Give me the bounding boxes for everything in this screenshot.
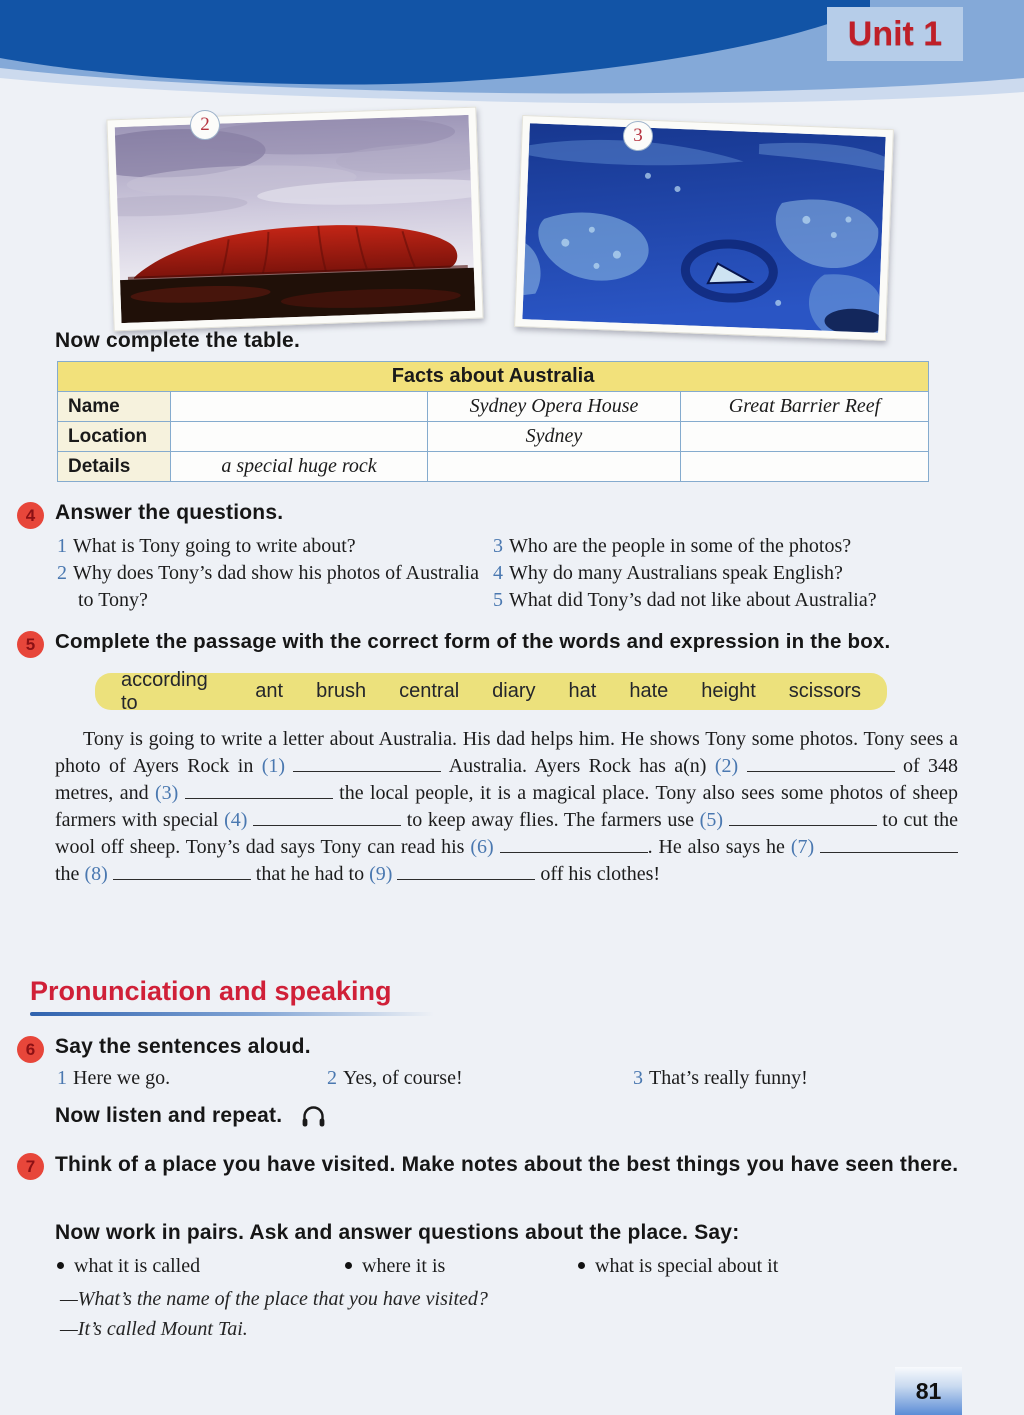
cell-name-2: Sydney Opera House (428, 392, 681, 422)
page-number-label: 81 (915, 1377, 942, 1404)
bullet-3-text: what is special about it (595, 1255, 779, 1277)
word-box-item: diary (492, 680, 536, 702)
listen-and-repeat (55, 1103, 327, 1128)
exercise-4-title: Answer the questions. (55, 501, 284, 524)
sentence-1 (57, 1067, 170, 1090)
table-row (58, 392, 929, 422)
blank-line-3 (185, 784, 333, 799)
blank-line-8 (113, 865, 251, 880)
word-box (95, 668, 887, 714)
blank-marker-3: (3) (155, 782, 179, 804)
word-box-item: hat (568, 680, 597, 702)
passage-text: Australia. Ayers Rock has a(n) (441, 755, 715, 777)
word-box-item: central (399, 680, 460, 702)
word-box-item: ant (255, 680, 284, 702)
exercise-5-title: Complete the passage with the correct form of the words and expression in the box. (55, 630, 891, 653)
question-2-text: Why does Tony’s dad show his photos of Australia to Tony? (73, 562, 479, 611)
passage-text: the (55, 863, 85, 885)
question-5-text: What did Tony’s dad not like about Australia? (509, 589, 877, 611)
question-4 (493, 560, 971, 587)
sentence-3-number: 3 (633, 1067, 643, 1089)
question-1-number: 1 (57, 535, 67, 557)
sentence-3 (633, 1067, 808, 1090)
photo-3-label: 3 (633, 125, 643, 146)
blank-line-9 (397, 865, 535, 880)
photo-ayers-rock (106, 107, 483, 332)
table-row (58, 452, 929, 482)
bullet-item-2 (345, 1255, 445, 1278)
table-intro: Now complete the table. (55, 329, 300, 352)
exercise-7-badge: 7 (17, 1153, 44, 1180)
dialogue-answer: —It’s called Mount Tai. (60, 1318, 248, 1340)
passage-text: off his clothes! (535, 863, 661, 885)
table-title: Facts about Australia (58, 362, 929, 392)
photo-2-label: 2 (200, 114, 210, 135)
table-row (58, 422, 929, 452)
exercise-5-passage (55, 726, 958, 888)
blank-line-5 (729, 811, 877, 826)
question-3-text: Who are the people in some of the photos? (509, 535, 852, 557)
cell-name-1 (171, 392, 428, 422)
bullet-2-text: where it is (362, 1255, 446, 1277)
question-3-number: 3 (493, 535, 503, 557)
cell-location-3 (681, 422, 929, 452)
word-box-item: hate (629, 680, 669, 702)
blank-marker-2: (2) (714, 755, 739, 777)
passage-text: of 348 metres, and (55, 755, 959, 804)
row-label-name: Name (58, 392, 171, 422)
blank-marker-4: (4) (224, 809, 248, 831)
question-2-number: 2 (57, 562, 67, 584)
blank-marker-7: (7) (790, 836, 815, 858)
blank-marker-8: (8) (84, 863, 108, 885)
unit-label: Unit 1 (847, 14, 943, 53)
bullet-item-1 (57, 1255, 200, 1278)
question-3 (493, 533, 971, 560)
question-1-text: What is Tony going to write about? (73, 535, 356, 557)
bullet-item-3 (578, 1255, 778, 1278)
blank-marker-6: (6) (470, 836, 494, 858)
word-box-item: brush (316, 680, 367, 702)
sentence-2-number: 2 (327, 1067, 337, 1089)
bullet-icon (345, 1262, 352, 1269)
blank-line-2 (747, 757, 895, 772)
page-number (895, 1367, 962, 1415)
passage-text: that he had to (250, 863, 370, 885)
sentence-2 (327, 1067, 463, 1090)
exercise-4-questions-right (493, 533, 971, 614)
question-1 (57, 533, 493, 560)
blank-line-7 (820, 838, 958, 853)
cell-details-3 (681, 452, 929, 482)
exercise-6-title: Say the sentences aloud. (55, 1035, 311, 1058)
blank-marker-1: (1) (261, 755, 286, 777)
passage-text: the local people, it is a magical place. Tony also sees some photos of sheep farmers with special (55, 782, 958, 831)
blank-line-4 (253, 811, 401, 826)
word-box-item: according to (121, 668, 208, 714)
listen-label: Now listen and repeat. (55, 1103, 283, 1127)
question-2 (57, 560, 493, 614)
ayers-rock-image (115, 115, 476, 323)
headphones-icon (300, 1103, 327, 1128)
bullet-icon (578, 1262, 585, 1269)
great-barrier-reef-image (522, 123, 885, 333)
blank-marker-9: (9) (369, 863, 393, 885)
exercise-4-badge: 4 (17, 502, 44, 529)
cell-details-1: a special huge rock (171, 452, 428, 482)
photo-number-3 (623, 121, 653, 151)
photo-great-barrier-reef (514, 115, 894, 341)
photo-number-2 (190, 110, 220, 140)
blank-line-6 (500, 838, 648, 853)
word-box-item: height (701, 680, 756, 702)
exercise-7-title: Think of a place you have visited. Make notes about the best things you have seen there. (55, 1153, 959, 1176)
section-title: Pronunciation and speaking (30, 976, 392, 1006)
cell-details-2 (428, 452, 681, 482)
passage-text: . He also says he (647, 836, 791, 858)
row-label-details: Details (58, 452, 171, 482)
cell-name-3: Great Barrier Reef (681, 392, 929, 422)
passage-text: Tony is going to write a letter about Australia. His dad helps him. He shows Tony some photos. Tony sees a photo of Ayers Rock in (55, 728, 958, 777)
question-4-text: Why do many Australians speak English? (509, 562, 843, 584)
dialogue-question: —What’s the name of the place that you have visited? (60, 1288, 488, 1310)
facts-table (57, 361, 929, 482)
exercise-5-badge: 5 (17, 631, 44, 658)
cell-location-1 (171, 422, 428, 452)
sentence-1-number: 1 (57, 1067, 67, 1089)
sentence-1-text: Here we go. (73, 1067, 171, 1089)
exercise-7-pairs-instruction: Now work in pairs. Ask and answer questions about the place. Say: (55, 1221, 740, 1244)
exercise-6-badge: 6 (17, 1036, 44, 1063)
question-5-number: 5 (493, 589, 503, 611)
exercise-4-questions-left (57, 533, 493, 614)
passage-text: to cut the wool off sheep. Tony’s dad says Tony can read his (55, 809, 958, 858)
bullet-icon (57, 1262, 64, 1269)
section-underline (30, 1012, 434, 1016)
blank-marker-5: (5) (699, 809, 723, 831)
row-label-location: Location (58, 422, 171, 452)
question-5 (493, 587, 971, 614)
blank-line-1 (293, 757, 441, 772)
sentence-3-text: That’s really funny! (649, 1067, 808, 1089)
bullet-1-text: what it is called (74, 1255, 201, 1277)
word-box-item: scissors (788, 680, 861, 702)
cell-location-2: Sydney (428, 422, 681, 452)
passage-text: to keep away flies. The farmers use (401, 809, 700, 831)
unit-badge (827, 7, 963, 61)
sentence-2-text: Yes, of course! (343, 1067, 463, 1089)
question-4-number: 4 (493, 562, 503, 584)
